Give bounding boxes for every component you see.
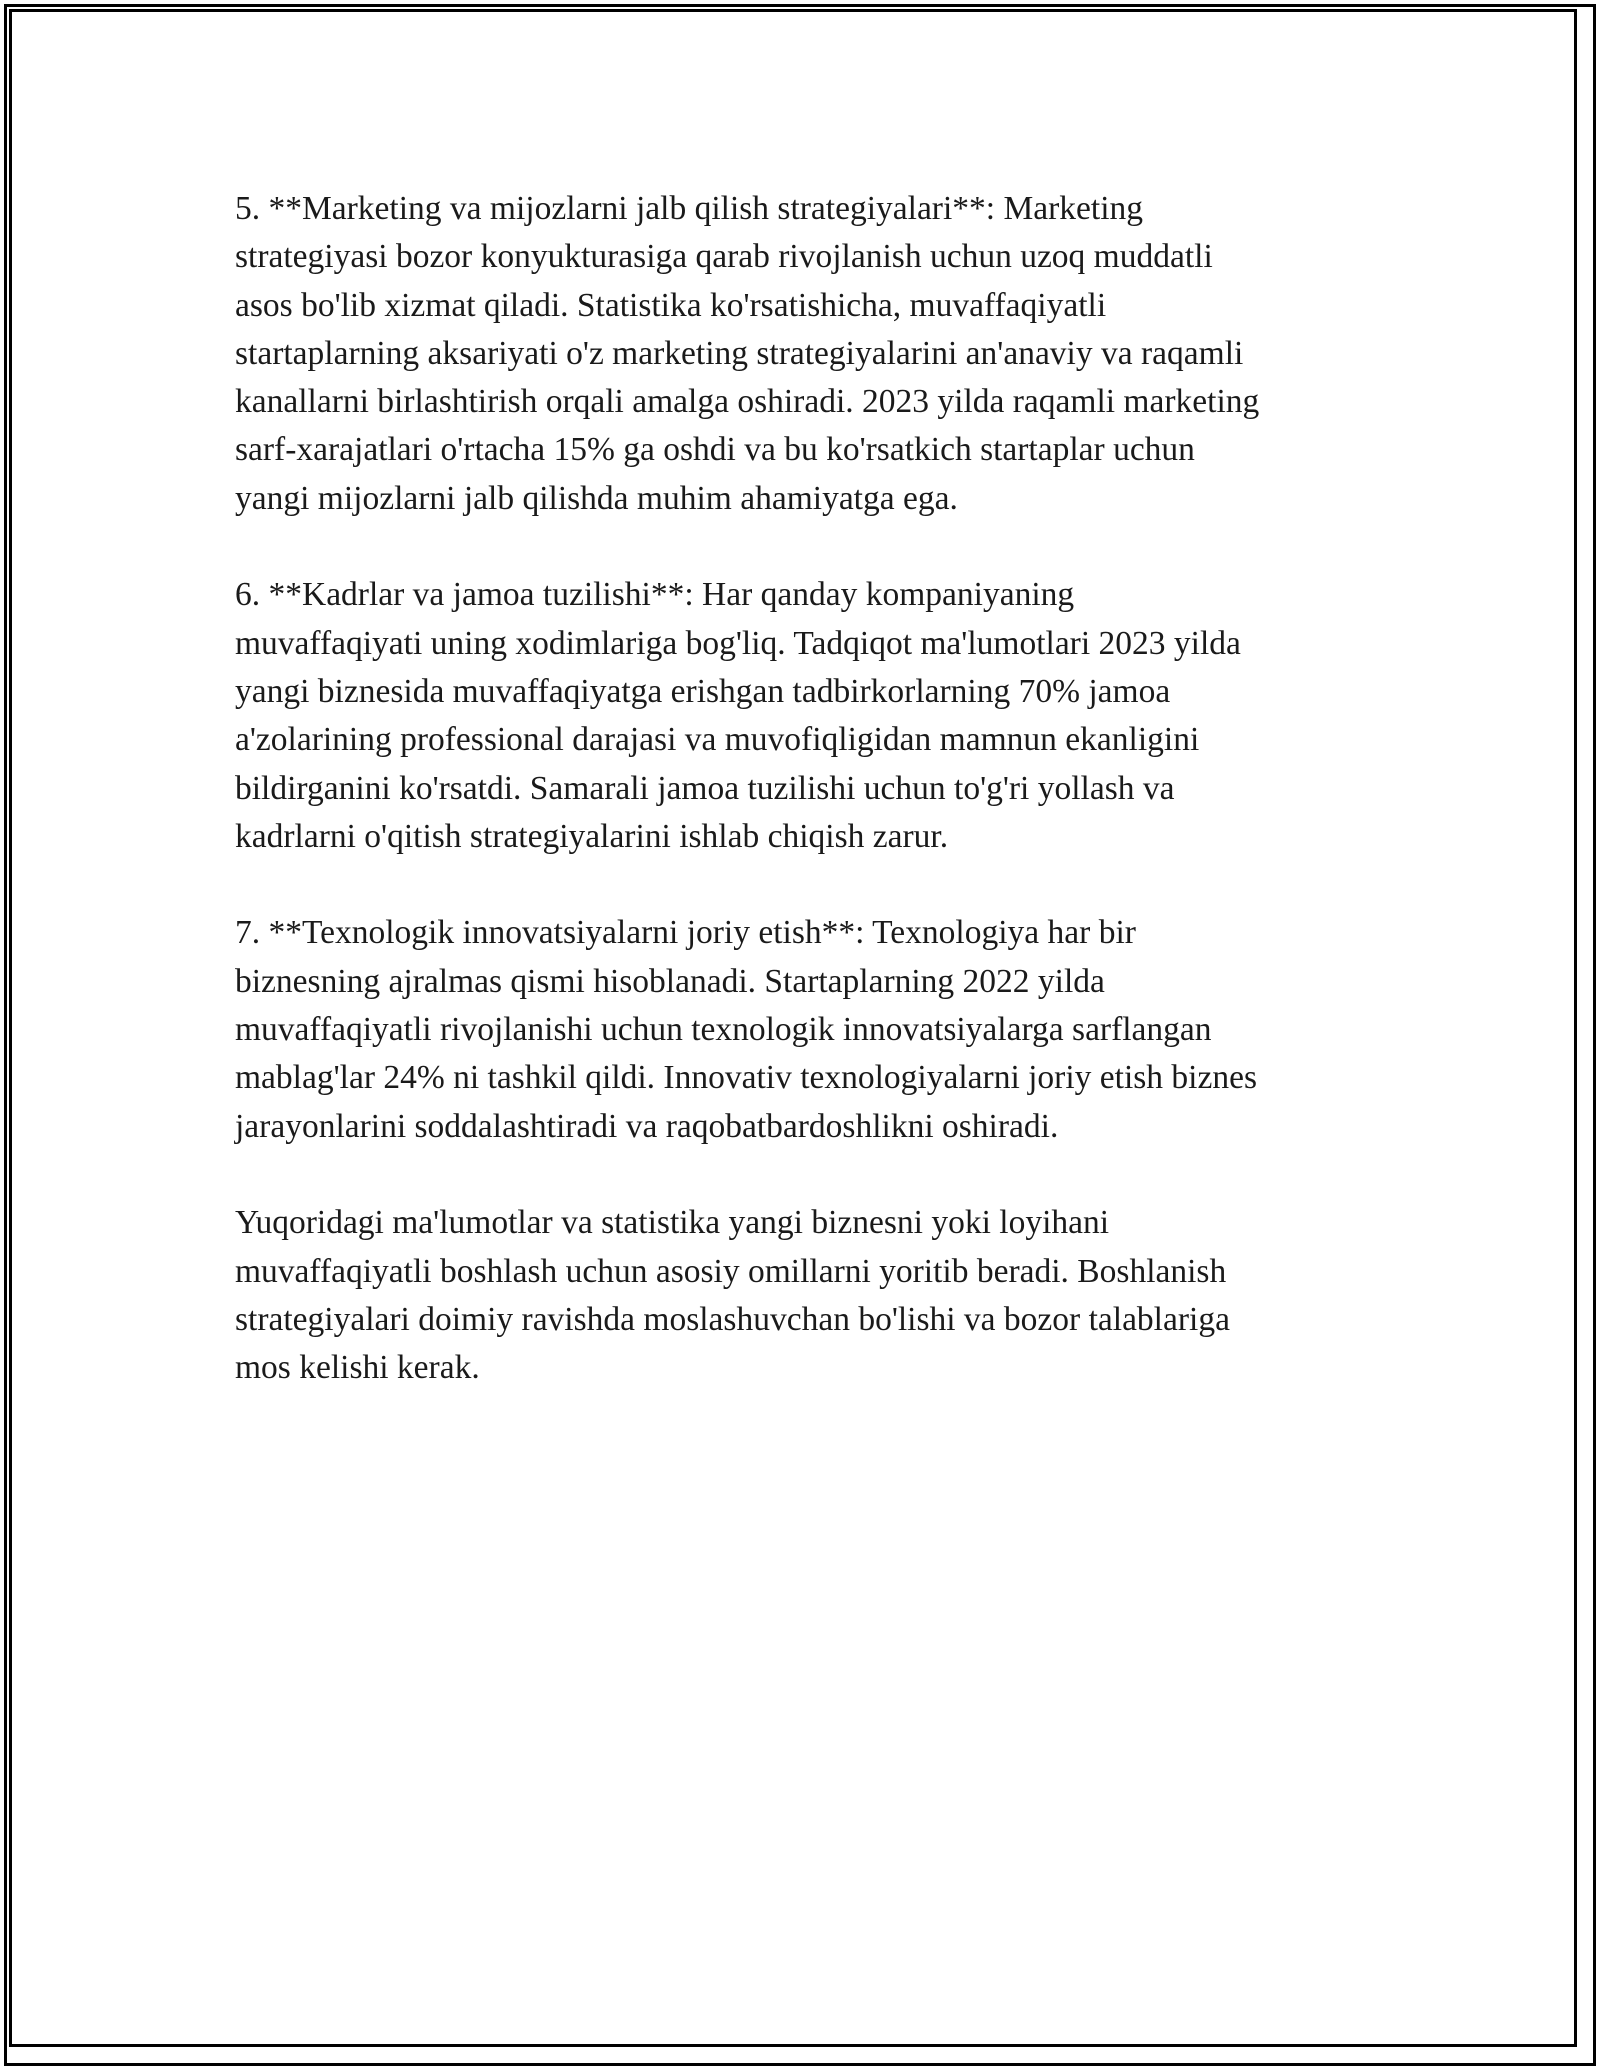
text-line: bildirganini ko'rsatdi. Samarali jamoa tuzilishi uchun to'g'ri yollash va (235, 769, 1175, 807)
paragraph-tech-innovation (235, 909, 1365, 1150)
text-line: startaplarning aksariyati o'z marketing strategiyalarini an'anaviy va raqamli (235, 334, 1244, 372)
text-line: Yuqoridagi ma'lumotlar va statistika yangi biznesni yoki loyihani (235, 1204, 1110, 1242)
text-line: asos bo'lib xizmat qiladi. Statistika ko'rsatishicha, muvaffaqiyatli (235, 286, 1107, 324)
text-line: 6. **Kadrlar va jamoa tuzilishi**: Har qanday kompaniyaning (235, 576, 1075, 614)
document-body (235, 185, 1365, 1441)
text-line: kadrlarni o'qitish strategiyalarini ishlab chiqish zarur. (235, 817, 949, 855)
text-line: a'zolarining professional darajasi va muvofiqligidan mamnun ekanligini (235, 721, 1200, 759)
paragraph-team-structure (235, 571, 1365, 861)
text-line: kanallarni birlashtirish orqali amalga oshiradi. 2023 yilda raqamli marketing (235, 383, 1260, 421)
paragraph-conclusion (235, 1199, 1365, 1392)
text-line: muvaffaqiyatli boshlash uchun asosiy omillarni yoritib beradi. Boshlanish (235, 1252, 1227, 1290)
text-line: yangi biznesida muvaffaqiyatga erishgan tadbirkorlarning 70% jamoa (235, 672, 1171, 710)
text-line: biznesning ajralmas qismi hisoblanadi. Startaplarning 2022 yilda (235, 962, 1105, 1000)
paragraph-marketing (235, 185, 1365, 523)
text-line: jarayonlarini soddalashtiradi va raqobatbardoshlikni oshiradi. (235, 1107, 1059, 1145)
text-line: sarf-xarajatlari o'rtacha 15% ga oshdi va bu ko'rsatkich startaplar uchun (235, 431, 1195, 469)
text-line: 5. **Marketing va mijozlarni jalb qilish strategiyalari**: Marketing (235, 190, 1144, 227)
text-line: yangi mijozlarni jalb qilishda muhim ahamiyatga ega. (235, 479, 958, 517)
text-line: mos kelishi kerak. (235, 1349, 480, 1387)
text-line: mablag'lar 24% ni tashkil qildi. Innovativ texnologiyalarni joriy etish biznes (235, 1059, 1257, 1097)
text-line: strategiyalari doimiy ravishda moslashuvchan bo'lishi va bozor talablariga (235, 1300, 1230, 1338)
text-line: 7. **Texnologik innovatsiyalarni joriy etish**: Texnologiya har bir (235, 914, 1136, 952)
text-line: muvaffaqiyatli rivojlanishi uchun texnologik innovatsiyalarga sarflangan (235, 1011, 1212, 1049)
text-line: muvaffaqiyati uning xodimlariga bog'liq. Tadqiqot ma'lumotlari 2023 yilda (235, 624, 1241, 662)
text-line: strategiyasi bozor konyukturasiga qarab rivojlanish uchun uzoq muddatli (235, 238, 1213, 276)
